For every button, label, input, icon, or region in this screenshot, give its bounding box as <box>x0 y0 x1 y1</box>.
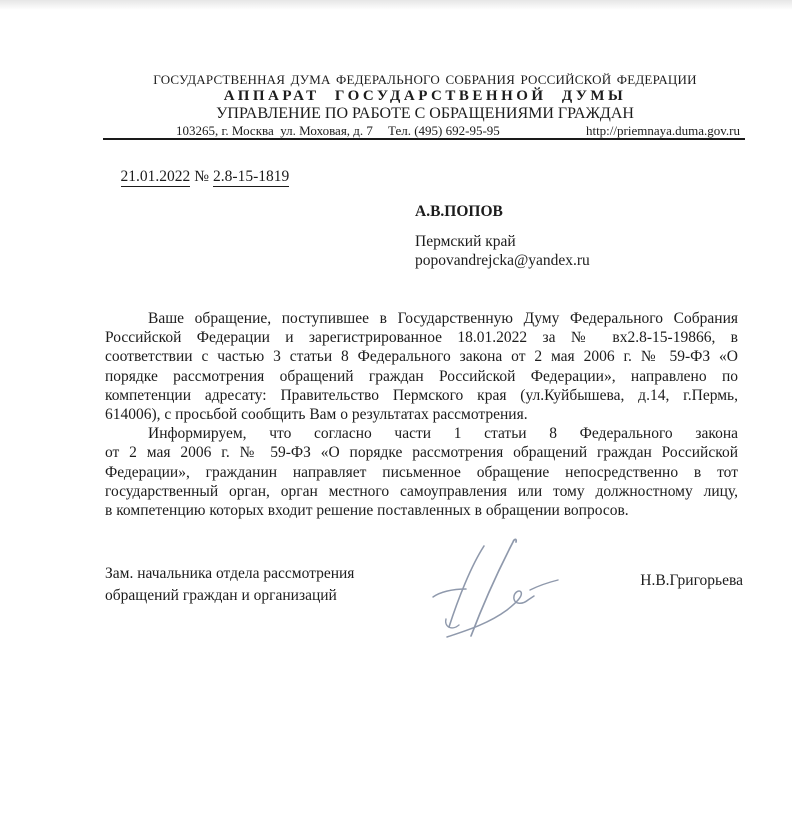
page-top-shadow <box>0 0 792 10</box>
body-line: соответствии с частью 3 статьи 8 Федерального закона от 2 мая 2006 г. № 59-ФЗ «О <box>105 348 738 366</box>
letter-number: 2.8-15-1819 <box>213 168 290 185</box>
body-line: порядке рассмотрения обращений граждан Российской Федерации», направлено по <box>105 367 738 385</box>
recipient-email: popovandrejcka@yandex.ru <box>415 252 590 269</box>
website-url: http://priemnaya.duma.gov.ru <box>585 123 740 138</box>
phone-number: Тел. (495) 692-95-95 <box>388 123 500 138</box>
body-line: Ваше обращение, поступившее в Государственную Думу Федерального Собрания <box>148 310 738 327</box>
letter-body <box>105 309 738 520</box>
signer-name: Н.В.Григорьева <box>640 572 743 589</box>
letter-date: 21.01.2022 <box>120 168 191 185</box>
reference-line <box>105 150 289 204</box>
letterhead-divider <box>103 138 745 140</box>
postal-address: 103265, г. Москва ул. Моховая, д. 7 <box>176 123 373 138</box>
letterhead <box>105 71 745 138</box>
body-line: компетенции адресату: Правительство Пермского края (ул.Куйбышева, д.14, г.Пермь, <box>105 386 738 404</box>
signature-stroke <box>530 580 558 590</box>
signer-position-line1: Зам. начальника отдела рассмотрения <box>105 565 355 582</box>
org-name: ГОСУДАРСТВЕННАЯ ДУМА ФЕДЕРАЛЬНОГО СОБРАНИЯ РОССИЙСКОЙ ФЕДЕРАЦИИ <box>153 72 697 87</box>
body-line: от 2 мая 2006 г. № 59-ФЗ «О порядке рассмотрения обращений граждан Российской <box>105 444 738 462</box>
apparatus-name: АППАРАТ ГОСУДАРСТВЕННОЙ ДУМЫ <box>223 88 627 104</box>
contacts-row <box>105 123 745 138</box>
signature-stroke <box>447 591 534 637</box>
recipient-name: А.В.ПОПОВ <box>415 203 503 220</box>
signer-position <box>105 563 354 607</box>
body-line: Российской Федерации и зарегистрированное 18.01.2022 за № вх2.8-15-19866, в <box>105 329 738 347</box>
recipient-region: Пермский край <box>415 233 516 250</box>
signature-stroke <box>471 539 516 636</box>
number-sign: № <box>194 168 210 185</box>
signature-stroke <box>446 619 459 628</box>
body-line: Информируем, что согласно части 1 статьи 8 Федерального закона <box>148 425 738 443</box>
body-line: государственный орган, орган местного самоуправления или тому должностному лицу, <box>105 482 738 500</box>
recipient-block <box>415 202 590 270</box>
body-line: в компетенцию которых входит решение поставленных в обращении вопросов. <box>105 501 629 519</box>
department-name: УПРАВЛЕНИЕ ПО РАБОТЕ С ОБРАЩЕНИЯМИ ГРАЖДАН <box>216 105 634 122</box>
body-line: 614006), с просьбой сообщить Вам о результатах рассмотрения. <box>105 405 528 423</box>
handwritten-signature-icon <box>420 533 560 638</box>
signer-position-line2: обращений граждан и организаций <box>105 587 337 604</box>
body-line: Федерации», гражданин направляет письменное обращение непосредственно в тот <box>105 463 738 481</box>
